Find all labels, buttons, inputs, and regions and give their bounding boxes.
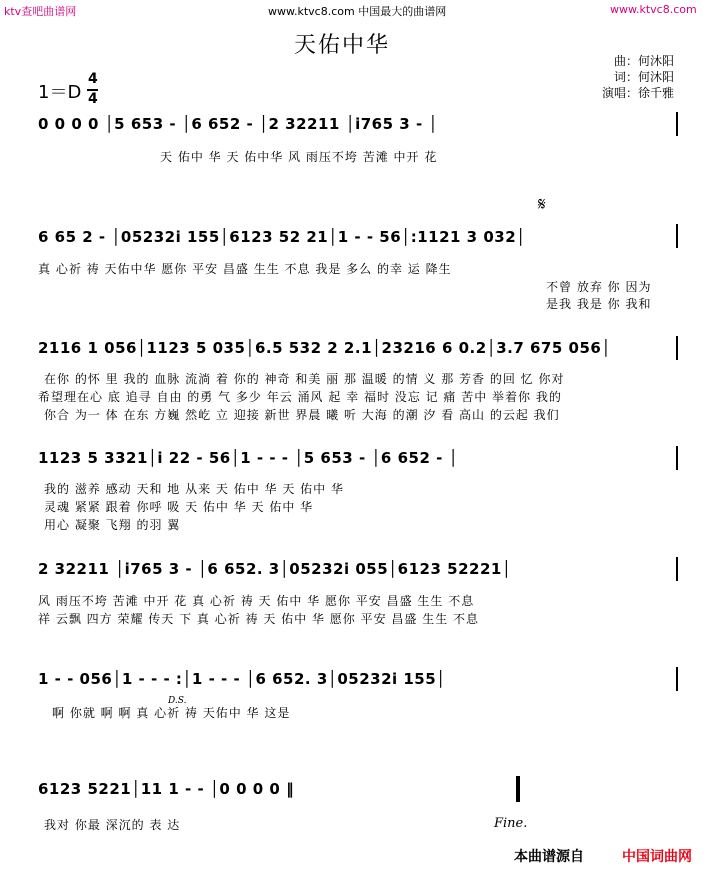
singer-credit: 演唱：徐千雅: [602, 86, 675, 100]
score-row-2-lyrics-1: 真 心祈 祷 天佑中华 愿你 平安 昌盛 生生 不息 我是 多么 的幸 运 降生: [38, 262, 452, 276]
score-row-7-notes: 6123 5221│11 1 - - │0 0 0 0 ‖: [38, 780, 295, 798]
score-row-2-notes: 6 65 2 - │05232i 155│6123 52 21│1 - - 56│:1121 3 032│: [38, 228, 526, 246]
score-row-1-lyrics: 天 佑中 华 天 佑中华 风 雨压不垮 苦滩 中开 花: [160, 150, 438, 164]
score-row-7-lyrics: 我对 你最 深沉的 表 达: [44, 818, 181, 832]
header-right-link[interactable]: www.ktvc8.com: [610, 3, 697, 16]
time-signature-bottom: 4: [88, 91, 98, 107]
footer-site-link[interactable]: 中国词曲网: [622, 849, 692, 865]
score-row-6-lyrics: 啊 你就 啊 啊 真 心祈 祷 天佑中 华 这是: [52, 706, 291, 720]
final-barline: [516, 776, 520, 802]
score-row-3-lyrics-3: 你合 为一 体 在东 方巍 然屹 立 迎接 新世 界晨 曦 听 大海 的潮 汐 看 高山 的云起 我们: [44, 408, 560, 422]
score-row-3-lyrics-2: 希望理在心 底 追寻 自由 的勇 气 多少 年云 涌风 起 幸 福时 没忘 记 痛 苦中 举着你 我的: [38, 390, 562, 404]
fine-mark: Fine.: [494, 816, 528, 831]
score-row-5-lyrics-2: 祥 云飘 四方 荣耀 传天 下 真 心祈 祷 天 佑中 华 愿你 平安 昌盛 生生 不息: [38, 612, 480, 626]
score-row-4-lyrics-2: 灵魂 紧紧 跟着 你呼 吸 天 佑中 华 天 佑中 华: [44, 500, 314, 514]
score-row-2-lyrics-3: 是我 我是 你 我和: [546, 297, 652, 311]
score-row-4-lyrics-3: 用心 凝聚 飞翔 的羽 翼: [44, 518, 181, 532]
lyricist-credit: 词：何沐阳: [614, 70, 675, 84]
score-row-4-lyrics-1: 我的 滋养 感动 天和 地 从来 天 佑中 华 天 佑中 华: [44, 482, 344, 496]
score-row-5-lyrics-1: 风 雨压不垮 苦滩 中开 花 真 心祈 祷 天 佑中 华 愿你 平安 昌盛 生生 不息: [38, 594, 475, 608]
key-signature: 1＝D: [38, 82, 82, 103]
score-row-1-notes: 0 0 0 0 │5 653 - │6 652 - │2 32211 │i765 3 - │: [38, 115, 438, 133]
footer-source-label: 本曲谱源自: [514, 849, 584, 865]
score-row-2-lyrics-2: 不曾 放弃 你 因为: [546, 280, 652, 294]
score-row-3-lyrics-1: 在你 的怀 里 我的 血脉 流淌 着 你的 神奇 和美 丽 那 温暖 的情 义 那 芳香 的回 忆 你对: [44, 372, 565, 386]
score-row-3-notes: 2116 1 056│1123 5 035│6.5 532 2 2.1│23216 6 0.2│3.7 675 056│: [38, 339, 611, 357]
score-row-5-notes: 2 32211 │i765 3 - │6 652. 3│05232i 055│6123 52221│: [38, 560, 512, 578]
ds-mark: D.S.: [168, 696, 187, 706]
score-row-4-notes: 1123 5 3321│i 22 - 56│1 - - - │5 653 - │6 652 - │: [38, 449, 459, 467]
time-signature-top: 4: [88, 71, 98, 87]
composer-credit: 曲：何沐阳: [614, 54, 675, 68]
page-title: 天佑中华: [294, 33, 391, 58]
segno-mark: 𝄋: [538, 194, 546, 215]
header-center-text: www.ktvc8.com 中国最大的曲谱网: [268, 5, 447, 18]
score-row-6-notes: 1 - - 056│1 - - - :│1 - - - │6 652. 3│05232i 155│: [38, 670, 446, 688]
header-left-link[interactable]: ktv查吧曲谱网: [4, 5, 77, 18]
